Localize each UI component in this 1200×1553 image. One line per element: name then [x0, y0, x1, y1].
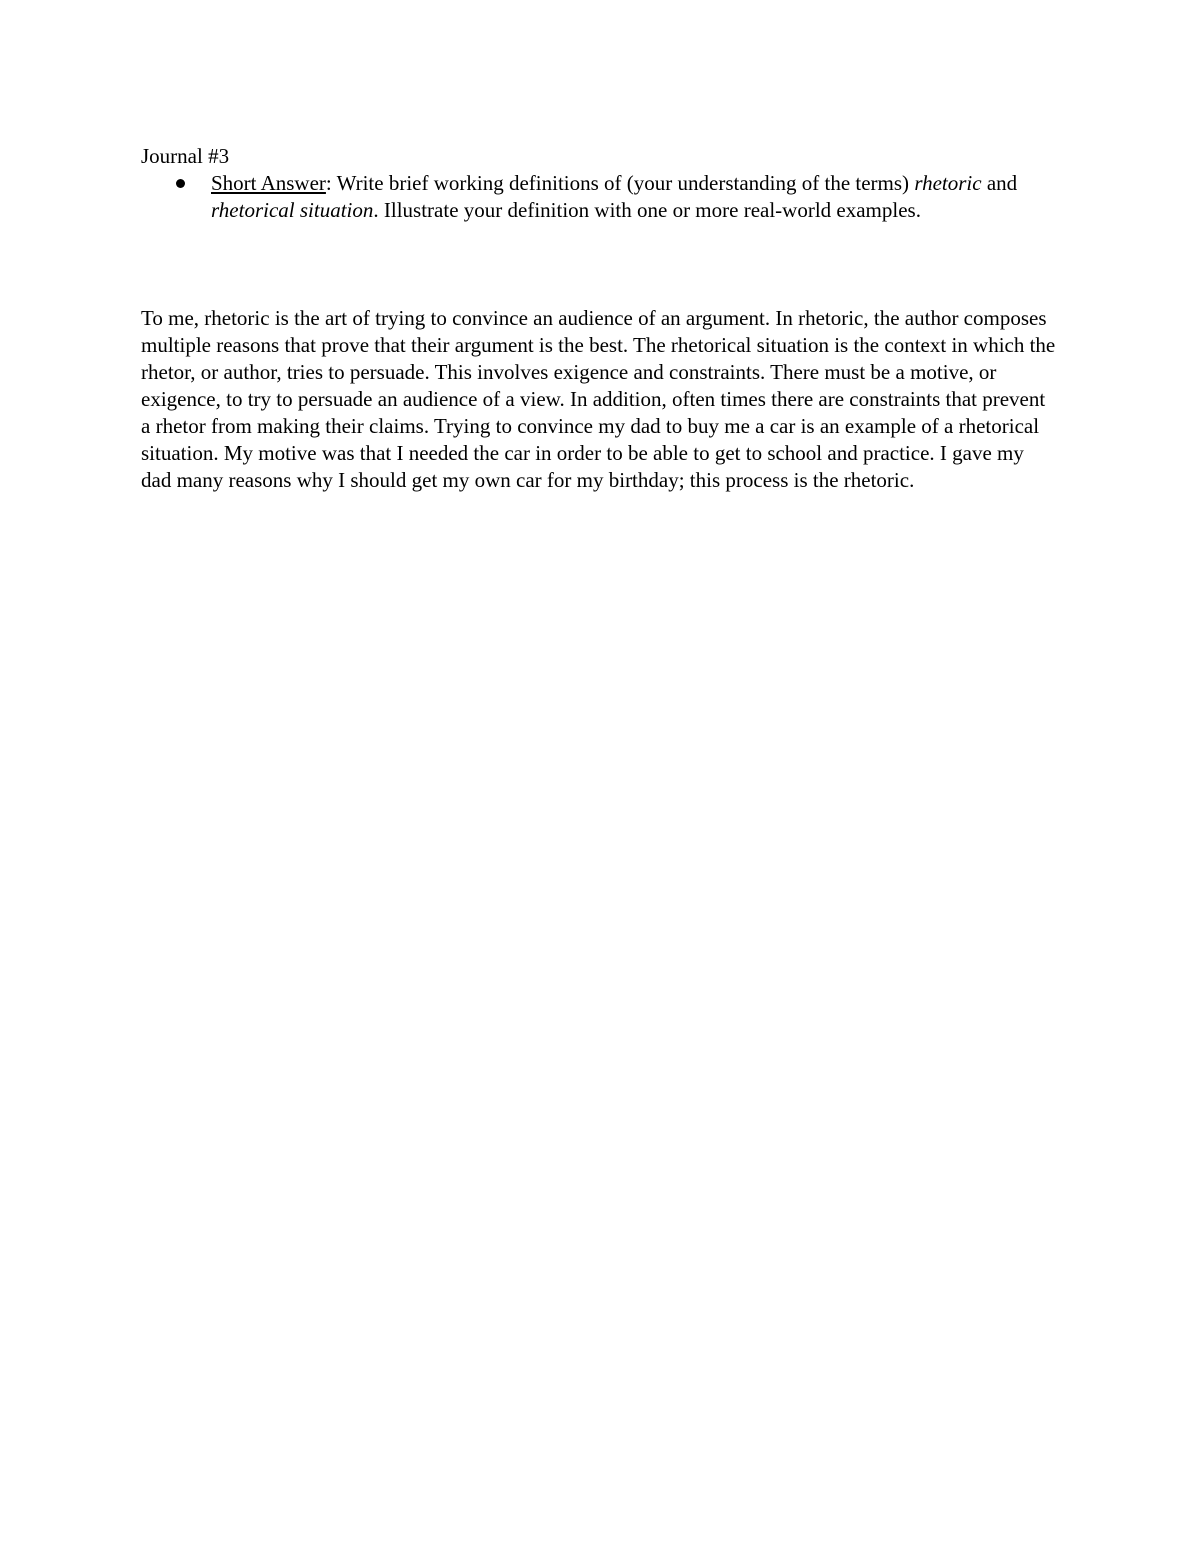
prompt-list [141, 170, 1041, 224]
prompt-item [141, 170, 1041, 224]
bullet-icon [176, 179, 185, 188]
answer-paragraph: To me, rhetoric is the art of trying to convince an audience of an argument. In rhetoric, the author composes multiple reasons that prove that their argument is the best. The rhetorical situation is the context in which the rhetor, or author, tries to persuade. This involves exigence and constraints. There must be a motive, or exigence, to try to persuade an audience of a view. In addition, often times there are constraints that prevent a rhetor from making their claims. Trying to convince my dad to buy me a car is an example of a rhetorical situation. My motive was that I needed the car in order to be able to get to school and practice. I gave my dad many reasons why I should get my own car for my birthday; this process is the rhetoric. [141, 306, 1056, 492]
prompt-lead-text: : Write brief working definitions of (your understanding of the terms) [325, 171, 915, 195]
journal-heading: Journal #3 [141, 144, 230, 168]
prompt-tail-text: . Illustrate your definition with one or more real-world examples. [373, 198, 921, 222]
short-answer-label: Short Answer [211, 171, 326, 195]
term-rhetorical-situation: rhetorical situation [211, 198, 374, 222]
prompt-connector: and [981, 171, 1018, 195]
term-rhetoric: rhetoric [914, 171, 982, 195]
